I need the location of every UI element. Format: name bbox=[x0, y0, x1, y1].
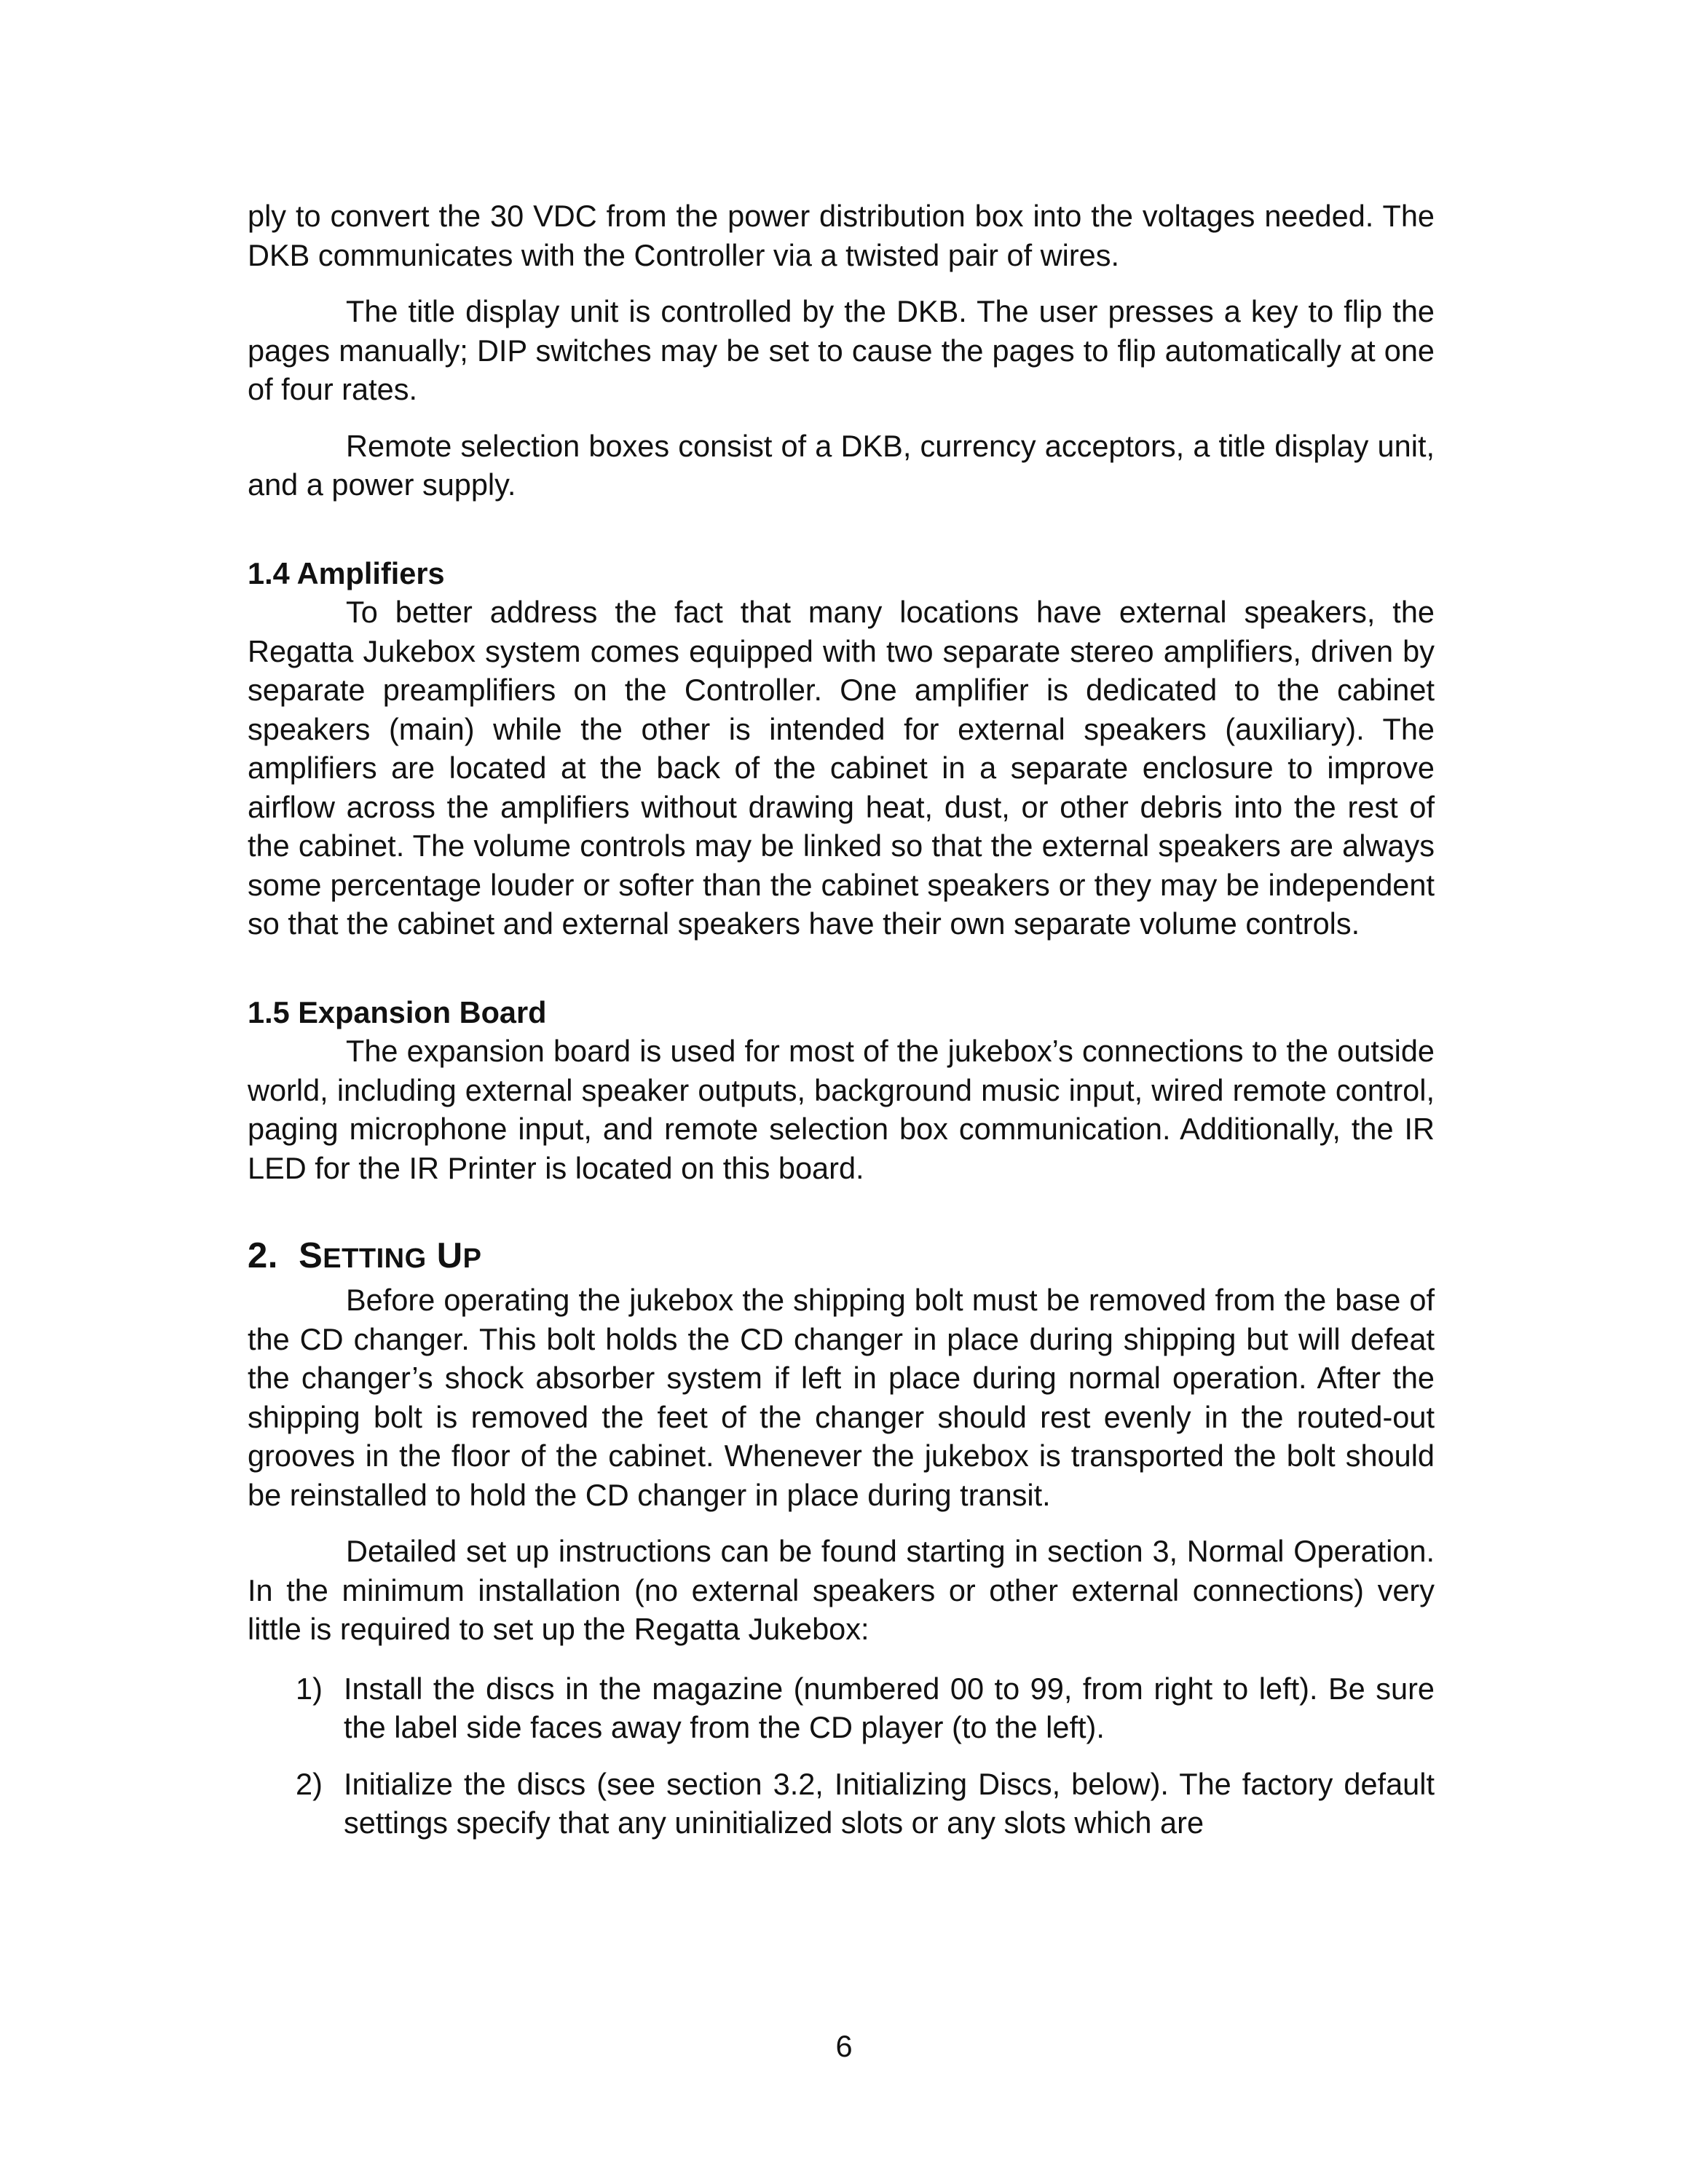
paragraph-power-supply: ply to convert the 30 VDC from the power distribution box into the voltages needed. The DKB communicates with the Controller via a twisted pair of wires. bbox=[248, 199, 1435, 272]
heading-amplifiers: 1.4 Amplifiers bbox=[248, 555, 445, 590]
paragraph-remote-selection: Remote selection boxes consist of a DKB, currency acceptors, a title display unit, and a power supply. bbox=[248, 428, 1435, 502]
heading-smallcaps-p: P bbox=[462, 1243, 482, 1274]
heading-cap-u: U bbox=[436, 1236, 463, 1275]
heading-smallcaps-etting: ETTING bbox=[323, 1243, 427, 1274]
heading-cap-s: S bbox=[299, 1236, 323, 1275]
list-item-number: 2) bbox=[296, 1766, 323, 1801]
list-item-text: Install the discs in the magazine (numbered 00 to 99, from right to left). Be sure the label side faces away from the CD player (to the left). bbox=[344, 1671, 1435, 1744]
setup-steps-list bbox=[248, 1669, 1435, 1843]
list-item bbox=[248, 1765, 1435, 1843]
heading-setting-up bbox=[248, 1234, 1435, 1281]
page-content bbox=[248, 197, 1435, 1860]
paragraph-expansion-board: The expansion board is used for most of the jukebox’s connections to the outside world, including external speaker outputs, background music input, wired remote control, paging microphone input, and remote selection box communication. Additionally, the IR LED for the IR Printer is located on this board. bbox=[248, 1034, 1435, 1185]
list-item-text: Initialize the discs (see section 3.2, Initializing Discs, below). The factory default settings specify that any uninitialized slots or any slots which are bbox=[344, 1766, 1435, 1840]
paragraph-shipping-bolt: Before operating the jukebox the shipping bolt must be removed from the base of the CD changer. This bolt holds the CD changer in place during shipping but will defeat the changer’s shock absorber system if left in place during normal operation. After the shipping bolt is removed the feet of the changer should rest evenly in the routed-out grooves in the floor of the cabinet. Whenever the jukebox is transported the bolt should be reinstalled to hold the CD changer in place during transit. bbox=[248, 1283, 1435, 1512]
paragraph-amplifiers: To better address the fact that many locations have external speakers, the Regatta Jukebox system comes equipped with two separate stereo amplifiers, driven by separate preamplifiers on the Controller. One amplifier is dedicated to the cabinet speakers (main) while the other is intended for external speakers (auxiliary). The amplifiers are located at the back of the cabinet in a separate enclosure to improve airflow across the amplifiers without drawing heat, dust, or other debris into the rest of the cabinet. The volume controls may be linked so that the external speakers are always some percentage louder or softer than the cabinet speakers or they may be independent so that the cabinet and external speakers have their own separate volume controls. bbox=[248, 595, 1435, 941]
paragraph-title-display: The title display unit is controlled by the DKB. The user presses a key to flip the pages manually; DIP switches may be set to cause the pages to flip automatically at one of four rates. bbox=[248, 294, 1435, 406]
heading-expansion-board: 1.5 Expansion Board bbox=[248, 994, 547, 1029]
paragraph-setup-instructions: Detailed set up instructions can be found starting in section 3, Normal Operation. In the minimum installation (no external speakers or other external connections) very little is required to set up the Regatta Jukebox: bbox=[248, 1534, 1435, 1646]
page-number: 6 bbox=[835, 2029, 853, 2063]
list-item bbox=[248, 1669, 1435, 1747]
list-item-number: 1) bbox=[296, 1671, 323, 1706]
heading-number: 2. bbox=[248, 1236, 278, 1275]
